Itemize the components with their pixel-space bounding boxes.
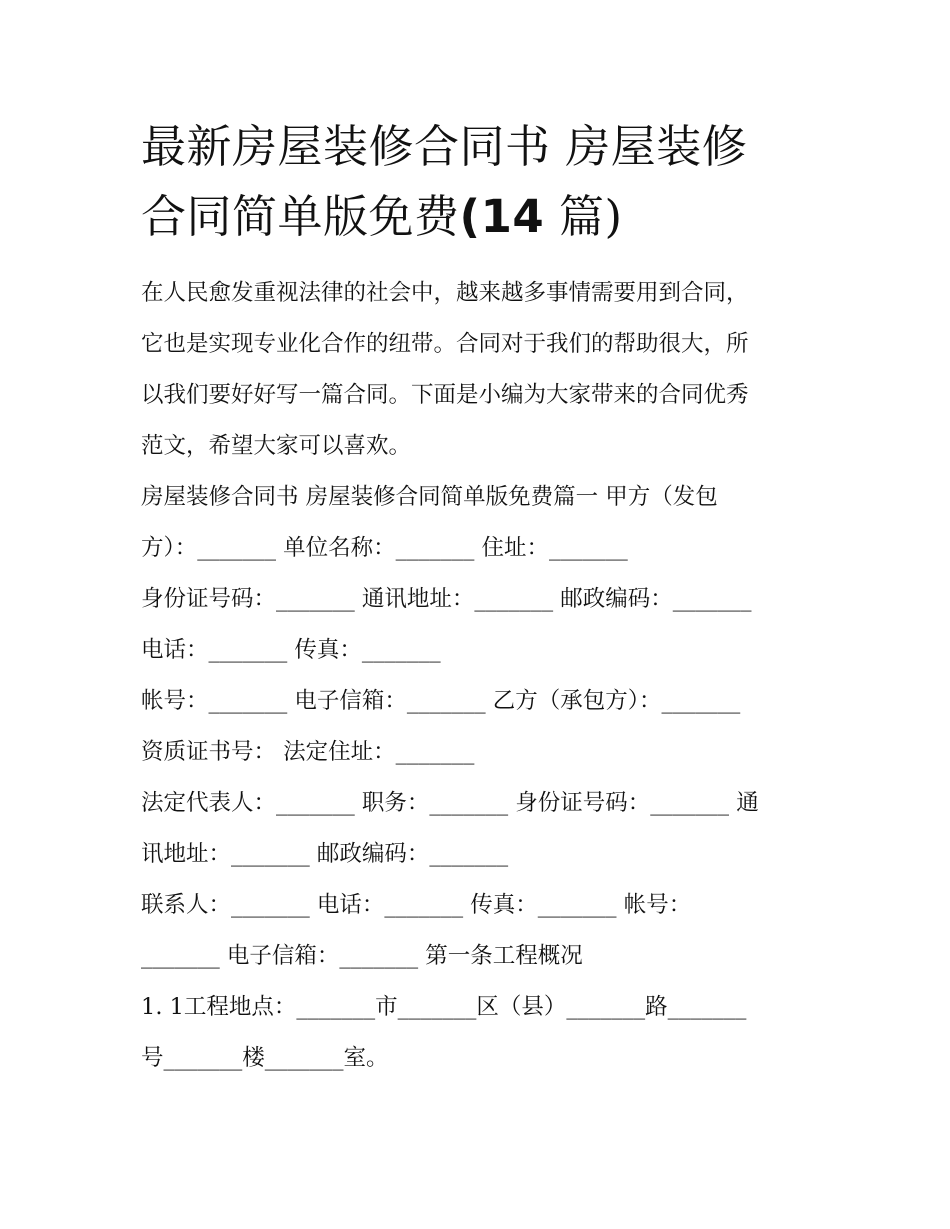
party-a-line-4: 帐号：_______ 电子信箱：_______ 乙方（承包方）：_______ bbox=[141, 688, 741, 714]
title-line-2-suffix: 篇) bbox=[544, 190, 623, 243]
party-b-line-1: 资质证书号： 法定住址：_______ bbox=[141, 739, 475, 765]
party-a-line-3: 电话：_______ 传真：_______ bbox=[141, 637, 441, 663]
title-line-2-text: 合同简单版免费 bbox=[141, 190, 460, 243]
section-heading-line: 房屋装修合同书 房屋装修合同简单版免费篇一 甲方（发包 bbox=[141, 484, 718, 510]
title-line-2-number: (14 bbox=[459, 190, 545, 243]
party-a-line-1: 方）：_______ 单位名称：_______ 住址：_______ bbox=[141, 535, 628, 561]
party-b-line-3: 讯地址：_______ 邮政编码：_______ bbox=[141, 841, 509, 867]
project-location-line-1: 1. 1工程地点：_______市_______区（县）_______路_______ bbox=[141, 994, 747, 1020]
party-a-line-2: 身份证号码：_______ 通讯地址：_______ 邮政编码：_______ bbox=[141, 586, 752, 612]
document-title bbox=[141, 112, 821, 252]
party-b-line-4: 联系人：_______ 电话：_______ 传真：_______ 帐号： bbox=[141, 892, 692, 918]
intro-line-3: 以我们要好好写一篇合同。下面是小编为大家带来的合同优秀 bbox=[141, 382, 749, 408]
intro-line-1: 在人民愈发重视法律的社会中，越来越多事情需要用到合同， bbox=[141, 280, 749, 306]
title-line-1: 最新房屋装修合同书 房屋装修 bbox=[141, 120, 748, 173]
intro-line-4: 范文，希望大家可以喜欢。 bbox=[141, 433, 412, 459]
intro-line-2: 它也是实现专业化合作的纽带。合同对于我们的帮助很大，所 bbox=[141, 331, 749, 357]
project-location-line-2: 号_______楼_______室。 bbox=[141, 1045, 389, 1071]
document-page bbox=[141, 112, 821, 1084]
party-b-line-2: 法定代表人：_______ 职务：_______ 身份证号码：_______ 通 bbox=[141, 790, 759, 816]
document-body bbox=[141, 268, 821, 1084]
party-b-line-5: _______ 电子信箱：_______ 第一条工程概况 bbox=[141, 943, 583, 969]
